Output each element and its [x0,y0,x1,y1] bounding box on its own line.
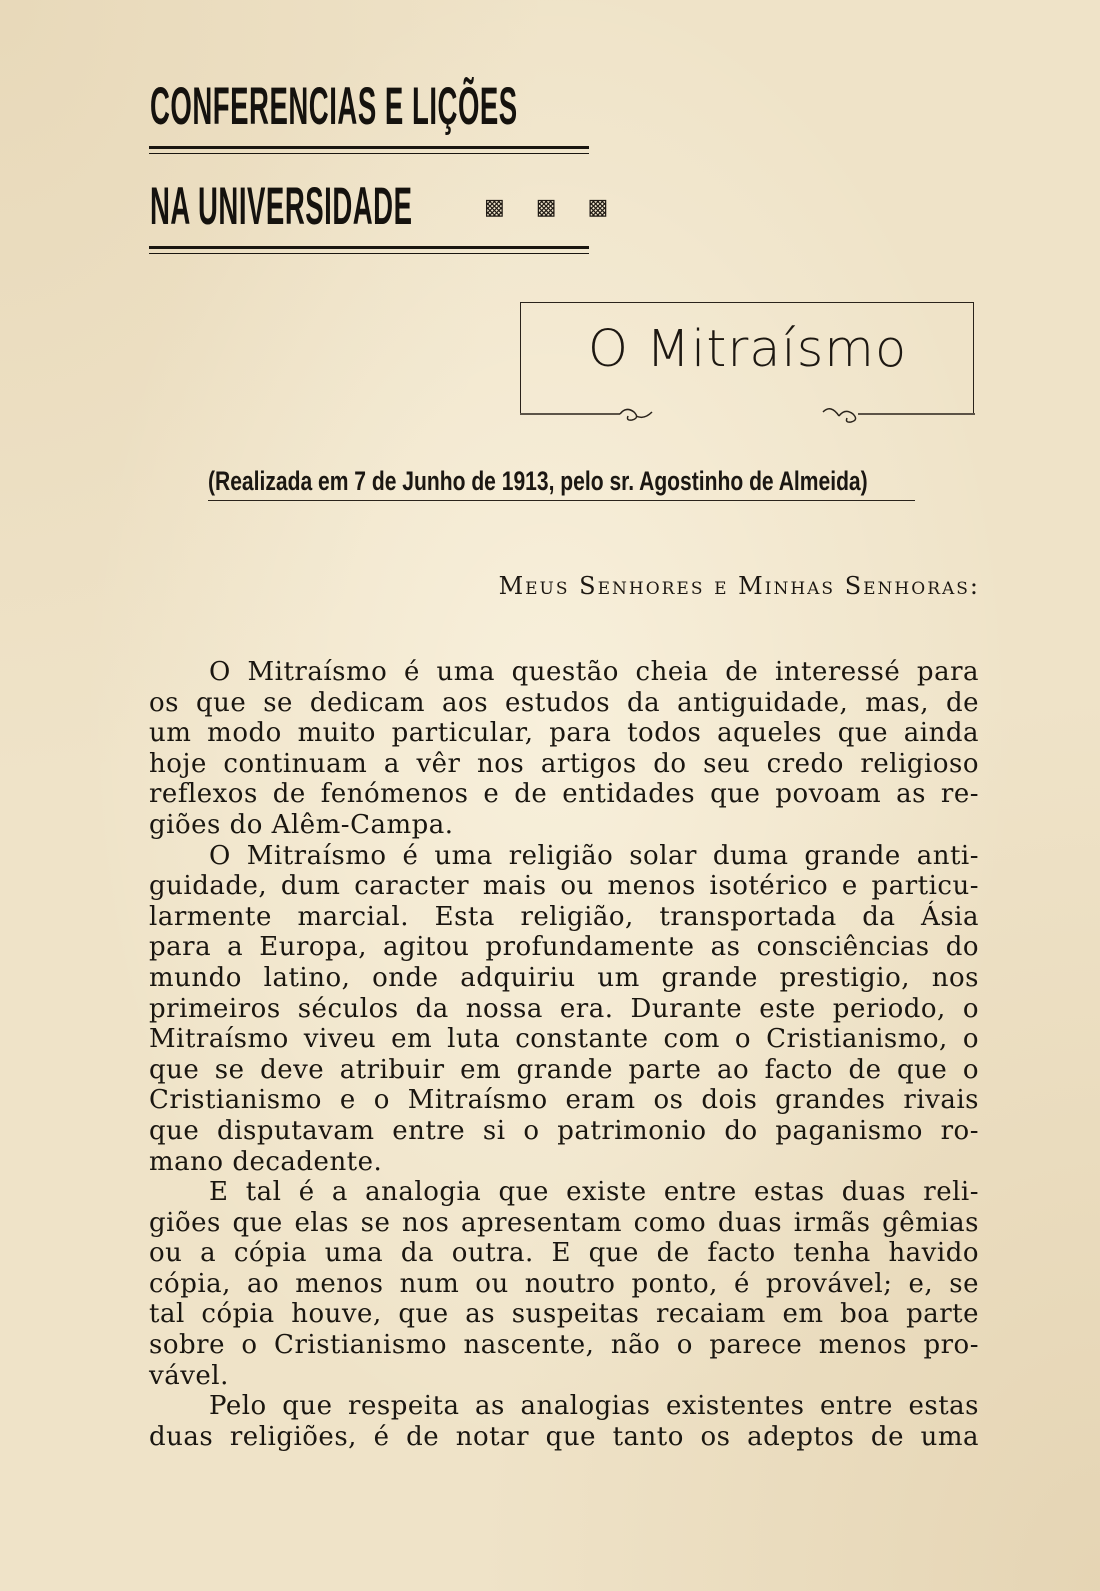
text-line: giões que elas se nos apresentam como duas irmãs gêmias [149,1207,979,1238]
text-line: mano decadente. [149,1146,383,1177]
text-line: tal cópia houve, que as suspeitas recaiam em boa parte [149,1299,979,1330]
header-line-1: CONFERENCIAS E LIÇÕES [150,77,518,136]
text-line: mundo latino, onde adquiriu um grande prestigio, nos [149,962,979,993]
text-line: giões do Alêm-Campa. [149,809,454,840]
text-line: cópia, ao menos num ou noutro ponto, é provável; e, se [149,1268,979,1299]
text-line: guidade, dum caracter mais ou menos isotérico e particu- [149,871,979,902]
text-line: Mitraísmo viveu em luta constante com o Cristianismo, o [149,1024,979,1055]
subtitle-rule [208,500,915,501]
text-line: para a Europa, agitou profundamente as consciências do [149,932,979,963]
text-line: larmente marcial. Esta religião, transportada da Ásia [149,901,979,932]
ornament-icon: ▩ ▩ ▩ [484,195,621,220]
subtitle: (Realizada em 7 de Junho de 1913, pelo sr. Agostinho de Almeida) [208,466,868,496]
text-line: ou a cópia uma da outra. E que de facto tenha havido [149,1238,979,1269]
text-line: O Mitraísmo é uma religião solar duma grande anti- [209,840,979,871]
text-line: Pelo que respeita as analogias existentes entre estas [209,1391,979,1422]
page-title: O Mitraísmo [587,320,908,379]
header-rule [149,253,589,254]
text-line: que disputavam entre si o patrimonio do paganismo ro- [149,1115,979,1146]
text-line: duas religiões, é de notar que tanto os adeptos de uma [149,1421,979,1452]
text-line: os que se dedicam aos estudos da antiguidade, mas, de [149,687,979,718]
text-line: um modo muito particular, para todos aqueles que ainda [149,718,979,749]
flourish-icon [520,404,975,424]
text-line: vável. [149,1360,229,1391]
text-line: Cristianismo e o Mitraísmo eram os dois grandes rivais [149,1085,979,1116]
body-text [149,657,979,1452]
text-line: reflexos de fenómenos e de entidades que povoam as re- [149,779,979,810]
text-line: sobre o Cristianismo nascente, não o parece menos pro- [149,1330,979,1361]
header-rule [149,146,589,149]
text-line: primeiros séculos da nossa era. Durante este periodo, o [149,993,979,1024]
salutation: Meus Senhores e Minhas Senhoras: [498,572,980,600]
header-rule [149,153,589,154]
text-line: hoje continuam a vêr nos artigos do seu credo religioso [149,748,979,779]
text-line: que se deve atribuir em grande parte ao facto de que o [149,1054,979,1085]
text-line: E tal é a analogia que existe entre estas duas reli- [209,1177,979,1208]
text-line: O Mitraísmo é uma questão cheia de interessé para [209,657,979,687]
header-rule [149,246,589,249]
header-line-2: NA UNIVERSIDADE [150,177,413,236]
